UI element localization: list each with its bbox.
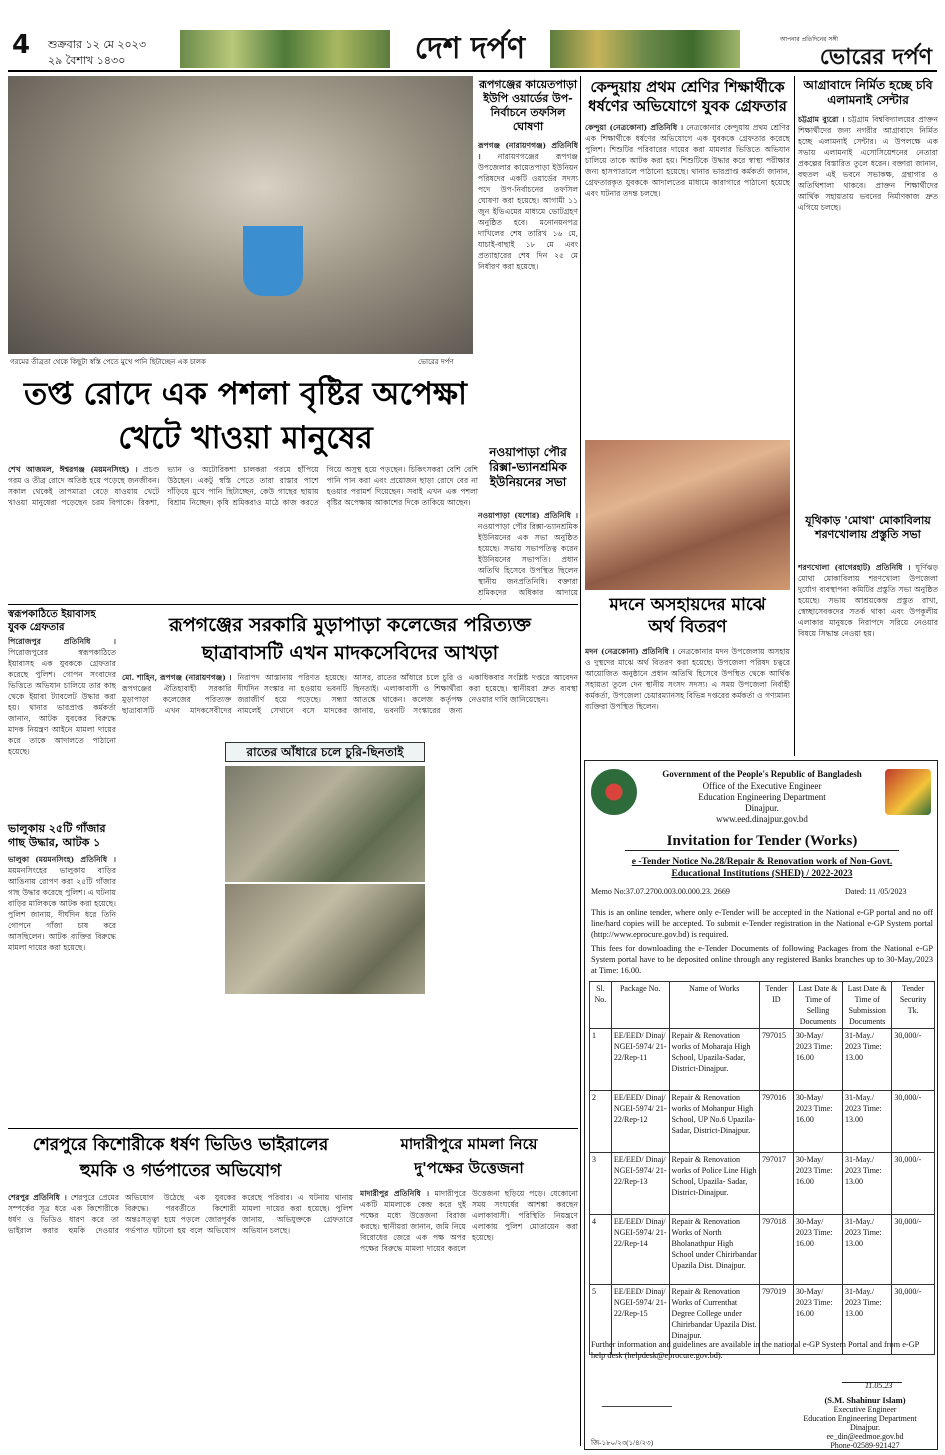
- kendua-headline: কেন্দুয়ায় প্রথম শ্রেণির শিক্ষার্থীকে ধর্ষণের অভিযোগে যুবক গ্রেফতার: [588, 78, 787, 115]
- tender-dept: Education Engineering Department: [698, 792, 826, 802]
- lead-photo-credit: ভোরের দর্পণ: [418, 358, 454, 366]
- piroj-headline: স্বরূপকাঠিতে ইয়াবাসহ যুবক গ্রেফতার: [8, 609, 96, 633]
- tender-notice-line-1: e -Tender Notice No.28/Repair & Renovation work of Non-Govt.: [631, 857, 893, 867]
- tender-office: Office of the Executive Engineer: [702, 781, 822, 791]
- tender-memo: Memo No:37.07.2700.003.00.000.23. 2669: [591, 887, 730, 896]
- lead-dateline: শেখ আজমল, ঈশ্বরগঞ্জ (ময়মনসিংহ) ।: [8, 465, 138, 474]
- page-number: 4: [12, 30, 31, 60]
- murapara-photo-1: [225, 766, 425, 882]
- lead-story: [8, 464, 478, 598]
- table-row: 5 EE/EED/ Dinaj/ NGEI-5974/ 21-22/Rep-15 Repair & Renovation Works of Currenthat Degree College under Chirirbandar Upazila Dist. Dinajpur. 797019 30-May/ 2023 Time: 16.00 31-May./ 2023 Time: 13.00 30,000/-: [590, 1285, 935, 1355]
- sign-date: 11.05.23: [865, 1381, 893, 1390]
- stamp-mark: [602, 1393, 679, 1407]
- madaripur-headline-1: মাদারীপুরে মামলা নিয়ে: [400, 1135, 538, 1153]
- tender-web-link[interactable]: www.eed.dinajpur.gov.bd: [716, 814, 808, 824]
- nowapara-headline: নওয়াপাড়া পৌর রিক্সা-ভ্যানশ্রমিক ইউনিয়নের সভা: [489, 445, 567, 489]
- chattogram-body: চট্টগ্রাম বিশ্ববিদ্যালয়ের প্রাক্তন শিক্ষার্থীদের জন্য নগরীর আগ্রাবাদে নির্মিত হচ্ছে এলামনাই সেন্টার। এ উপলক্ষে এক সভায় এলামনাই এসোসিয়েশনের নেতারা প্রকল্পের বিস্তারিত তুলে ধরেন। বক্তারা জানান, বহুতল এই ভবনে সভাকক্ষ, গ্রন্থাগার ও অতিথিশালা থাকবে। প্রাক্তন শিক্ষার্থীদের আর্থিক সহায়তায় ভবনের নির্মাণকাজ দ্রুত এগিয়ে চলছে।: [798, 115, 938, 212]
- col-sl: Sl. No.: [590, 982, 612, 1029]
- lead-headline-2: খেটে খাওয়া মানুষের: [118, 420, 373, 456]
- ad-code: জি-১৮০/২৩(১/৪/২৩): [591, 1439, 654, 1447]
- lead-photo-caption: গরমের তীব্রতা থেকে কিছুটা স্বস্তি পেতে মুখে পানি ছিটাচ্ছেন এক চালক: [10, 358, 206, 366]
- column-rule: [580, 76, 581, 1446]
- tender-signer-title: Executive Engineer: [833, 1405, 897, 1414]
- table-row: 1 EE/EED/ Dinaj/ NGEI-5974/ 21-22/Rep-11 Repair & Renovation works of Moharaja High School, Upazila-Sadar, District-Dinajpur. 797015 30-May/ 2023 Time: 16.00 31-May./ 2023 Time: 13.00 30,000/-: [590, 1029, 935, 1091]
- masthead: [0, 0, 945, 72]
- kendua-body: নেত্রকোনার কেন্দুয়ায় প্রথম শ্রেণির এক শিক্ষার্থীকে ধর্ষণের অভিযোগে এক যুবককে গ্রেফতার করেছে পুলিশ। শিশুটির পরিবারের দায়ের করা মামলার ভিত্তিতে অভিযান চালিয়ে তাকে আটক করা হয়। শিশুটিকে উদ্ধার করে স্বাস্থ্য পরীক্ষার জন্য হাসপাতালে পাঠানো হয়েছে। থানার ভারপ্রাপ্ত কর্মকর্তা জানান, গ্রেফতারকৃত যুবককে আদালতের মাধ্যমে কারাগারে পাঠানো হয়েছে এবং ঘটনার তদন্ত চলছে।: [585, 123, 790, 198]
- col-works: Name of Works: [669, 982, 759, 1029]
- brand-tag: আপনার প্রতিদিনের সঙ্গী: [780, 36, 839, 43]
- chattogram-story: চট্টগ্রাম ব্যুরো । চট্টগ্রাম বিশ্ববিদ্যালয়ের প্রাক্তন শিক্ষার্থীদের জন্য নগরীর আগ্রাবাদে নির্মিত হচ্ছে এলামনাই সেন্টার। এ উপলক্ষে এক সভায় এলামনাই এসোসিয়েশনের নেতারা প্রকল্পের বিস্তারিত তুলে ধরেন। বক্তারা জানান, বহুতল এই ভবনে সভাকক্ষ, গ্রন্থাগার ও অতিথিশালা থাকবে। প্রাক্তন শিক্ষার্থীদের আর্থিক সহায়তায় ভবনের নির্মাণকাজ দ্রুত এগিয়ে চলছে।: [798, 115, 938, 212]
- lead-photo: [8, 76, 473, 354]
- madan-headline-1: মদনে অসহায়দের মাঝে: [609, 595, 766, 615]
- cyclone-headline: যূথিকাড় 'মোথা' মোকাবিলায় শরণখোলায় প্রস্তুতি সভা: [805, 514, 931, 541]
- nowapara-story: নওয়াপাড়া (যশোর) প্রতিনিধি । নওয়াপাড়া পৌর রিক্সা-ভ্যানশ্রমিক ইউনিয়নের এক সভা অনুষ্ঠিত হয়েছে। সভায় সভাপতিত্ব করেন ইউনিয়নের সভাপতি। প্রধান অতিথি হিসেবে উপস্থিত ছিলেন স্থানীয় জনপ্রতিনিধি। বক্তারা শ্রমিকদের অধিকার আদায়ে: [478, 510, 578, 600]
- table-row: 4 EE/EED/ Dinaj/ NGEI-5974/ 21-22/Rep-14 Repair & Renovation Works of North Bholanathpur High School under Chirirbandar Upazila Dist. Dinajpur. 797018 30-May/ 2023 Time: 16.00 31-May./ 2023 Time: 13.00 30,000/-: [590, 1215, 935, 1285]
- tender-table-header: [590, 982, 935, 1029]
- kendua-story: কেন্দুয়া (নেত্রকোনা) প্রতিনিধি । নেত্রকোনার কেন্দুয়ায় প্রথম শ্রেণির এক শিক্ষার্থীকে ধর্ষণের অভিযোগে এক যুবককে গ্রেফতার করেছে পুলিশ। শিশুটির পরিবারের দায়ের করা মামলার ভিত্তিতে অভিযান চালিয়ে তাকে আটক করা হয়। শিশুটিকে উদ্ধার করে স্বাস্থ্য পরীক্ষার জন্য হাসপাতালে পাঠানো হয়েছে। থানার ভারপ্রাপ্ত কর্মকর্তা জানান, গ্রেফতারকৃত যুবককে আদালতের মাধ্যমে কারাগারে পাঠানো হয়েছে এবং ঘটনার তদন্ত চলছে।: [585, 123, 790, 198]
- col-security: Tender Security Tk.: [892, 982, 935, 1029]
- tender-table: [589, 981, 935, 1355]
- tender-notice: [584, 760, 938, 1450]
- col-submission: Last Date & Time of Submission Documents: [843, 982, 892, 1029]
- bypoll-headline: রূপগঞ্জের কায়েতপাড়া ইউপি ওয়ার্ডের উপ-নির্বাচনে তফসিল ঘোষণা: [478, 78, 578, 133]
- madaripur-story: মাদারীপুর প্রতিনিধি । মাদারীপুরে একটি মামলাকে কেন্দ্র করে দুই পক্ষের মধ্যে উত্তেজনা বিরাজ করছে। স্থানীয়রা জানান, জমি নিয়ে বিরোধের জেরে এক পক্ষ অপর পক্ষের বিরুদ্ধে মামলা দায়ের করলে উত্তেজনা ছড়িয়ে পড়ে। যেকোনো সময় সংঘর্ষের আশঙ্কা করছেন এলাকাবাসী। পরিস্থিতি নিয়ন্ত্রণে এলাকায় পুলিশ মোতায়েন করা হয়েছে।: [360, 1189, 578, 1253]
- piroj-body: পিরোজপুরের স্বরূপকাঠিতে ইয়াবাসহ এক যুবককে গ্রেফতার করেছে পুলিশ। গোপন সংবাদের ভিত্তিতে অভিযান চালিয়ে তার কাছ থেকে ইয়াবা ট্যাবলেট উদ্ধার করা হয়। থানার ভারপ্রাপ্ত কর্মকর্তা জানান, আটক যুবকের বিরুদ্ধে মাদক নিয়ন্ত্রণ আইনে মামলা দায়ের করে তাকে আদালতে পাঠানো হয়েছে।: [8, 648, 116, 756]
- tender-para-2: This fees for downloading the e-Tender Documents of following Packages from the National e-GP System portal have to be deposited online through any registered Banks branches up to 30-May,/2023 at Time: 16.00.: [591, 944, 933, 975]
- table-row: 2 EE/EED/ Dinaj/ NGEI-5974/ 21-22/Rep-12 Repair & Renovation works of Mohanpur High School, UP No.6 Upazila- Sadar, District-Dinajpur. 797016 30-May/ 2023 Time: 16.00 31-May./ 2023 Time: 13.00 30,000/-: [590, 1091, 935, 1153]
- tender-signer-dept: Education Engineering Department: [803, 1414, 917, 1423]
- bypoll-story: রূপগঞ্জ (নারায়ণগঞ্জ) প্রতিনিধি । নারায়ণগঞ্জের রূপগঞ্জ উপজেলার কায়েতপাড়া ইউনিয়ন পরিষদের একটি ওয়ার্ডের সদস্য পদে উপ-নির্বাচনের তফসিল ঘোষণা করা হয়েছে। আগামী ১১ জুন ইভিএমের মাধ্যমে ভোটগ্রহণ অনুষ্ঠিত হবে। মনোনয়নপত্র দাখিলের শেষ তারিখ ১৬ মে, যাচাই-বাছাই ১৮ মে এবং প্রত্যাহারের শেষ দিন ২৫ মে নির্ধারণ করা হয়েছে।: [478, 141, 578, 271]
- madan-photo: [585, 440, 790, 590]
- sherpur-story: শেরপুর প্রতিনিধি । শেরপুরে প্রেমের সম্পর্কের সূত্র ধরে এক কিশোরীকে ধর্ষণ ও ভিডিও ধারণ করে তা ভাইরাল করার হুমকি দেওয়ার অভিযোগ উঠেছে এক যুবকের বিরুদ্ধে। পরবর্তীতে কিশোরী অন্তঃসত্ত্বা হয়ে পড়লে জোরপূর্বক গর্ভপাত ঘটানো হয় বলে অভিযোগ করেছে পরিবার। এ ঘটনায় থানায় মামলা দায়ের করা হয়েছে। পুলিশ জানায়, অভিযুক্তকে গ্রেফতারে অভিযান চলছে।: [8, 1193, 353, 1235]
- tender-para-1: This is an online tender, where only e-Tender will be accepted in the National e-GP portal and no off line/hard copies will be accepted. To submit e-Tender registration in the National e-GP System portal (http://www.eprocure.gov.bd) is required.: [591, 908, 933, 939]
- header-image-left: [180, 30, 390, 68]
- lead-headline-1: তপ্ত রোদে এক পশলা বৃষ্টির অপেক্ষা: [23, 376, 467, 412]
- sherpur-headline-2: হুমকি ও গর্ভপাতের অভিযোগ: [79, 1161, 282, 1181]
- sherpur-headline-1: শেরপুরে কিশোরীকে ধর্ষণ ভিডিও ভাইরালের: [32, 1135, 329, 1155]
- col-selling: Last Date & Time of Selling Documents: [793, 982, 842, 1029]
- date-line-2: ২৯ বৈশাখ ১৪৩০: [48, 54, 126, 67]
- murapara-story-top: মো. শাহিন, রূপগঞ্জ (নারায়ণগঞ্জ) । রূপগঞ্জের ঐতিহ্যবাহী সরকারি মুড়াপাড়া কলেজের পরিত্যক্ত ছাত্রাবাসটি এখন মাদকসেবীদের নিরাপদ আস্তানায় পরিণত হয়েছে। দীর্ঘদিন সংস্কার না হওয়ায় ভবনটি জরাজীর্ণ হয়ে পড়েছে। সন্ধ্যা নামলেই সেখানে বসে মাদকের আসর, রাতের আঁধারে চলে চুরি ও ছিনতাই। এলাকাবাসী ও শিক্ষার্থীরা আতঙ্কে থাকেন। কলেজ কর্তৃপক্ষ জানায়, ভবনটি সংস্কারের জন্য একাধিকবার সংশ্লিষ্ট দপ্তরে আবেদন করা হয়েছে। স্থানীয়রা দ্রুত ব্যবস্থা নেওয়ার দাবি জানিয়েছেন।: [122, 673, 578, 715]
- tender-email[interactable]: ee_din@eedmoe.gov.bd: [826, 1432, 904, 1441]
- tender-title: Invitation for Tender (Works): [625, 833, 899, 851]
- tender-city: Dinajpur.: [745, 803, 779, 813]
- murapara-headline-2: ছাত্রাবাসটি এখন মাদকসেবিদের আখড়া: [201, 642, 499, 664]
- murapara-headline-1: রূপগঞ্জের সরকারি মুড়াপাড়া কলেজের পরিত্যক্ত: [169, 614, 531, 636]
- bhaluka-headline: ভালুকায় ২৫টি গাঁজার গাছ উদ্ধার, আটক ১: [8, 822, 106, 849]
- tender-signer-city: Dinajpur.: [850, 1423, 880, 1432]
- header-rule: [8, 70, 937, 72]
- tender-gov: Government of the People's Republic of Bangladesh: [662, 769, 862, 779]
- murapara-photo-2: [225, 884, 425, 994]
- sherpur-body: শেরপুরে প্রেমের সম্পর্কের সূত্র ধরে এক কিশোরীকে ধর্ষণ ও ভিডিও ধারণ করে তা ভাইরাল করার হুমকি দেওয়ার অভিযোগ উঠেছে এক যুবকের বিরুদ্ধে। পরবর্তীতে কিশোরী অন্তঃসত্ত্বা হয়ে পড়লে জোরপূর্বক গর্ভপাত ঘটানো হয় বলে অভিযোগ করেছে পরিবার। এ ঘটনায় থানায় মামলা দায়ের করা হয়েছে। পুলিশ জানায়, অভিযুক্তকে গ্রেফতারে অভিযান চলছে।: [8, 1193, 353, 1235]
- murapara-story-right: [430, 744, 578, 1124]
- section-title: দেশ দর্পণ: [414, 31, 526, 66]
- madaripur-headline-2: দু'পক্ষের উত্তেজনা: [414, 1159, 524, 1177]
- tender-signer: (S.M. Shahinur Islam): [824, 1395, 906, 1405]
- bucket-shape: [243, 226, 303, 296]
- date-line-1: শুক্রবার ১২ মে ২০২৩: [48, 38, 146, 51]
- bhaluka-body: ময়মনসিংহের ভালুকায় বাড়ির আঙিনায় রোপণ করা ২৫টি গাঁজার গাছ উদ্ধার করেছে পুলিশ। এ ঘটনায় বাড়ির মালিককে আটক করা হয়েছে। পুলিশ জানায়, দীর্ঘদিন ধরে তিনি গোপনে গাঁজা চাষ করে আসছিলেন। আটক ব্যক্তির বিরুদ্ধে মামলা দায়ের করা হয়েছে।: [8, 866, 116, 952]
- tender-dated: Dated: 11 /05/2023: [845, 887, 907, 896]
- bhaluka-story: ভালুকা (ময়মনসিংহ) প্রতিনিধি । ময়মনসিংহের ভালুকায় বাড়ির আঙিনায় রোপণ করা ২৫টি গাঁজার গাছ উদ্ধার করেছে পুলিশ। এ ঘটনায় বাড়ির মালিককে আটক করা হয়েছে। পুলিশ জানায়, দীর্ঘদিন ধরে তিনি গোপনে গাঁজা চাষ করে আসছিলেন। আটক ব্যক্তির বিরুদ্ধে মামলা দায়ের করা হয়েছে।: [8, 855, 116, 952]
- column-rule: [794, 76, 795, 756]
- murapara-subhead: রাতের আঁধারে চলে চুরি-ছিনতাই: [225, 742, 425, 762]
- murapara-body: রূপগঞ্জের ঐতিহ্যবাহী সরকারি মুড়াপাড়া কলেজের পরিত্যক্ত ছাত্রাবাসটি এখন মাদকসেবীদের নিরাপদ আস্তানায় পরিণত হয়েছে। দীর্ঘদিন সংস্কার না হওয়ায় ভবনটি জরাজীর্ণ হয়ে পড়েছে। সন্ধ্যা নামলেই সেখানে বসে মাদকের আসর, রাতের আঁধারে চলে চুরি ও ছিনতাই। এলাকাবাসী ও শিক্ষার্থীরা আতঙ্কে থাকেন। কলেজ কর্তৃপক্ষ জানায়, ভবনটি সংস্কারের জন্য একাধিকবার সংশ্লিষ্ট দপ্তরে আবেদন করা হয়েছে। স্থানীয়রা দ্রুত ব্যবস্থা নেওয়ার দাবি জানিয়েছেন।: [122, 673, 578, 715]
- brand-logo: ভোরের দর্পণ: [819, 45, 932, 70]
- madan-body: নেত্রকোনার মদন উপজেলায় অসহায় ও দুস্থদের মাঝে অর্থ বিতরণ করা হয়েছে। উপজেলা পরিষদ চত্বরে আয়োজিত অনুষ্ঠানে প্রধান অতিথি হিসেবে উপস্থিত থেকে আর্থিক সহায়তা তুলে দেন স্থানীয় সংসদ সদস্য। এ সময় উপজেলা নির্বাহী কর্মকর্তা, উপজেলা চেয়ারম্যানসহ বিভিন্ন দপ্তরের কর্মকর্তা ও গণ্যমান্য ব্যক্তিরা উপস্থিত ছিলেন।: [585, 647, 790, 711]
- tender-notice-line-2: Educational Institutions (SHED) / 2022-2023: [671, 869, 853, 879]
- tender-further-info: Further information and guidelines are available in the national e-GP System Portal and from e-GP help desk (helpdesk@eprocure.gov.bd).: [591, 1340, 919, 1360]
- tender-phone: Phone-02589-921427: [830, 1441, 900, 1450]
- nowapara-body: নওয়াপাড়া পৌর রিক্সা-ভ্যানশ্রমিক ইউনিয়নের এক সভা অনুষ্ঠিত হয়েছে। সভায় সভাপতিত্ব করেন ইউনিয়নের সভাপতি। প্রধান অতিথি হিসেবে উপস্থিত ছিলেন স্থানীয় জনপ্রতিনিধি। বক্তারা শ্রমিকদের অধিকার আদায়ে: [478, 522, 578, 597]
- chattogram-headline: আগ্রাবাদে নির্মিত হচ্ছে চবি এলামনাই সেন্টার: [803, 78, 933, 107]
- col-tender-id: Tender ID: [759, 982, 793, 1029]
- cyclone-body: ঘূর্ণিঝড় মোথা মোকাবিলায় শরণখোলা উপজেলা দুর্যোগ ব্যবস্থাপনা কমিটির প্রস্তুতি সভা অনুষ্ঠিত হয়েছে। সভায় আশ্রয়কেন্দ্র প্রস্তুত রাখা, স্বেচ্ছাসেবকদের সতর্ক থাকা এবং উপকূলীয় এলাকার মানুষকে নিরাপদে সরিয়ে নেওয়ার বিষয়ে সিদ্ধান্ত নেওয়া হয়।: [798, 563, 938, 638]
- madan-story: মদন (নেত্রকোনা) প্রতিনিধি । নেত্রকোনার মদন উপজেলায় অসহায় ও দুস্থদের মাঝে অর্থ বিতরণ করা হয়েছে। উপজেলা পরিষদ চত্বরে আয়োজিত অনুষ্ঠানে প্রধান অতিথি হিসেবে উপস্থিত থেকে আর্থিক সহায়তা তুলে দেন স্থানীয় সংসদ সদস্য। এ সময় উপজেলা নির্বাহী কর্মকর্তা, উপজেলা চেয়ারম্যানসহ বিভিন্ন দপ্তরের কর্মকর্তা ও গণ্যমান্য ব্যক্তিরা উপস্থিত ছিলেন।: [585, 647, 790, 711]
- murapara-story-bottom: [225, 998, 425, 1124]
- madaripur-body: মাদারীপুরে একটি মামলাকে কেন্দ্র করে দুই পক্ষের মধ্যে উত্তেজনা বিরাজ করছে। স্থানীয়রা জানান, জমি নিয়ে বিরোধের জেরে এক পক্ষ অপর পক্ষের বিরুদ্ধে মামলা দায়ের করলে উত্তেজনা ছড়িয়ে পড়ে। যেকোনো সময় সংঘর্ষের আশঙ্কা করছেন এলাকাবাসী। পরিস্থিতি নিয়ন্ত্রণে এলাকায় পুলিশ মোতায়েন করা হয়েছে।: [360, 1189, 578, 1253]
- header-image-right: [550, 30, 740, 68]
- cyclone-story: শরণখোলা (বাগেরহাট) প্রতিনিধি । ঘূর্ণিঝড় মোথা মোকাবিলায় শরণখোলা উপজেলা দুর্যোগ ব্যবস্থাপনা কমিটির প্রস্তুতি সভা অনুষ্ঠিত হয়েছে। সভায় আশ্রয়কেন্দ্র প্রস্তুত রাখা, স্বেচ্ছাসেবকদের সতর্ক থাকা এবং উপকূলীয় এলাকার মানুষকে নিরাপদে সরিয়ে নেওয়ার বিষয়ে সিদ্ধান্ত নেওয়া হয়।: [798, 563, 938, 638]
- bypoll-body: নারায়ণগঞ্জের রূপগঞ্জ উপজেলার কায়েতপাড়া ইউনিয়ন পরিষদের একটি ওয়ার্ডের সদস্য পদে উপ-নির্বাচনের তফসিল ঘোষণা করা হয়েছে। আগামী ১১ জুন ইভিএমের মাধ্যমে ভোটগ্রহণ অনুষ্ঠিত হবে। মনোনয়নপত্র দাখিলের শেষ তারিখ ১৬ মে, যাচাই-বাছাই ১৮ মে এবং প্রত্যাহারের শেষ দিন ২৫ মে নির্ধারণ করা হয়েছে।: [478, 152, 578, 271]
- lead-body: প্রচণ্ড গরম ও তীব্র রোদে অতিষ্ঠ হয়ে পড়েছে জনজীবন। সকাল থেকেই তাপমাত্রা বেড়ে যাওয়ায় খেটে খাওয়া মানুষেরা পড়েছেন চরম বিপাকে। রিকশা, ভ্যান ও অটোরিকশা চালকরা গরমে হাঁপিয়ে উঠছেন। একটু স্বস্তি পেতে তারা রাস্তার পাশে দাঁড়িয়ে মুখে পানি ছিটাচ্ছেন, কেউ গাছের ছায়ায় বিশ্রাম নিচ্ছেন। কৃষি শ্রমিকরাও মাঠে কাজ করতে গিয়ে অসুস্থ হয়ে পড়ছেন। চিকিৎসকরা বেশি বেশি পানি পান করা এবং প্রয়োজন ছাড়া রোদে বের না হওয়ার পরামর্শ দিয়েছেন। সবাই এখন এক পশলা বৃষ্টির অপেক্ষায় আকাশের দিকে তাকিয়ে আছেন।: [8, 465, 478, 507]
- col-package: Package No.: [611, 982, 669, 1029]
- murapara-story-left: [122, 744, 220, 1124]
- piroj-story: পিরোজপুর প্রতিনিধি । পিরোজপুরের স্বরূপকাঠিতে ইয়াবাসহ এক যুবককে গ্রেফতার করেছে পুলিশ। গোপন সংবাদের ভিত্তিতে অভিযান চালিয়ে তার কাছ থেকে ইয়াবা ট্যাবলেট উদ্ধার করা হয়। থানার ভারপ্রাপ্ত কর্মকর্তা জানান, আটক যুবকের বিরুদ্ধে মাদক নিয়ন্ত্রণ আইনে মামলা দায়ের করে তাকে আদালতে পাঠানো হয়েছে।: [8, 637, 116, 756]
- madan-headline-2: অর্থ বিতরণ: [648, 617, 727, 637]
- table-row: 3 EE/EED/ Dinaj/ NGEI-5974/ 21-22/Rep-13 Repair & Renovation works of Police Line High School, Upazila- Sadar, District-Dinajpur. 797017 30-May/ 2023 Time: 16.00 31-May./ 2023 Time: 13.00 30,000/-: [590, 1153, 935, 1215]
